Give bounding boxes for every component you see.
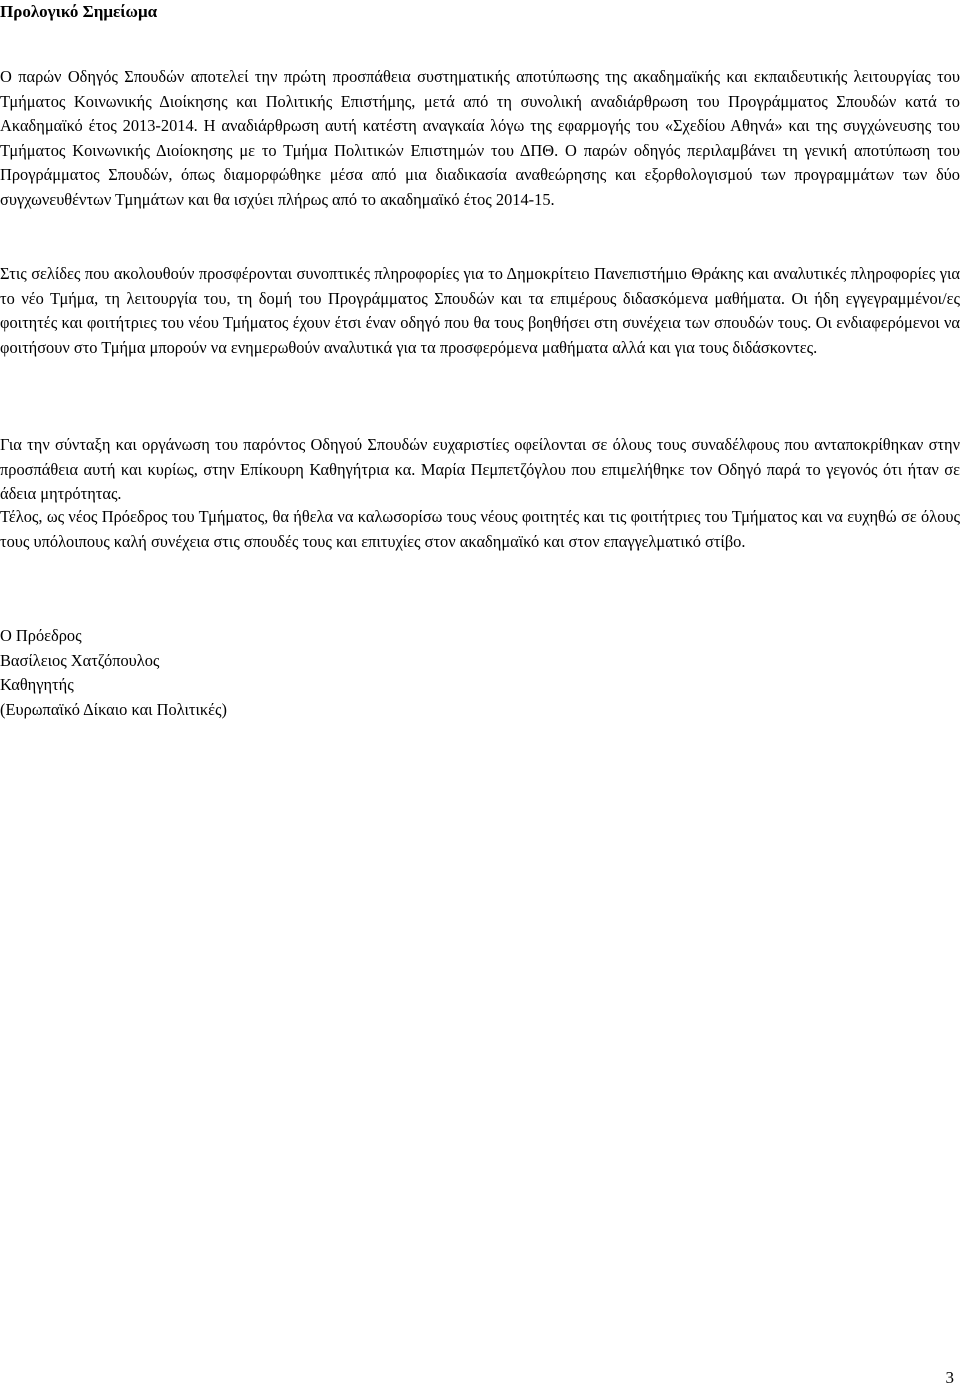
signature-title: Καθηγητής bbox=[0, 675, 74, 695]
paragraph-intro: Ο παρών Οδηγός Σπουδών αποτελεί την πρώτη προσπάθεια συστηματικής αποτύπωσης της ακαδημαϊκής και εκπαιδευτικής λειτουργίας του Τμήματος Κοινωνικής Διοίκησης και Πολιτικής Επιστήμης, μετά από τη συνολική αναδιάρθρωση του Προγράμματος Σπουδών κατά το Ακαδημαϊκό έτος 2013-2014. Η αναδιάρθρωση αυτή κατέστη αναγκαία λόγω της εφαρμογής του «Σχεδίου Αθηνά» και της συγχώνευσης του Τμήματος Κοινωνικής Διοίοκησης με το Τμήμα Πολιτικών Επιστημών του ΔΠΘ. Ο παρών οδηγός περιλαμβάνει τη γενική αποτύπωση του Προγράμματος Σπουδών, όπως διαμορφώθηκε μέσα από μια διαδικασία αναθεώρησης και εξορθολογισμού των προγραμμάτων των δύο συγχωνευθέντων Τμημάτων και θα ισχύει πλήρως από το ακαδημαϊκό έτος 2014-15. bbox=[0, 67, 960, 209]
paragraph-contents: Στις σελίδες που ακολουθούν προσφέρονται συνοπτικές πληροφορίες για το Δημοκρίτειο Πανεπιστήμιο Θράκης και αναλυτικές πληροφορίες για το νέο Τμήμα, τη λειτουργία του, τη δομή του Προγράμματος Σπουδών και τα επιμέρους διδασκόμενα μαθήματα. Οι ήδη εγγεγραμμένοι/ες φοιτητές και φοιτήτριες του νέου Τμήματος έχουν έτσι έναν οδηγό που θα τους βοηθήσει στη συνέχεια των σπουδών τους. Οι ενδιαφερόμενοι να φοιτήσουν στο Τμήμα μπορούν να ενημερωθούν αναλυτικά για τα προσφερόμενα μαθήματα αλλά και για τους διδάσκοντες. bbox=[0, 264, 960, 357]
signature-name: Βασίλειος Χατζόπουλος bbox=[0, 650, 160, 670]
paragraph-acknowledgements: Για την σύνταξη και οργάνωση του παρόντος Οδηγού Σπουδών ευχαριστίες οφείλονται σε όλους τους συναδέλφους που ανταποκρίθηκαν στην προσπάθεια αυτή και κυρίως, στην Επίκουρη Καθηγήτρια κα. Μαρία Πεμπετζόγλου που επιμελήθηκε τον Οδηγό παρά το γεγονός ότι ήταν σε άδεια μητρότητας. bbox=[0, 435, 960, 503]
page-title: Προλογικό Σημείωμα bbox=[0, 2, 158, 21]
signature-field: (Ευρωπαϊκό Δίκαιο και Πολιτικές) bbox=[0, 699, 227, 719]
paragraph-closing: Τέλος, ως νέος Πρόεδρος του Τμήματος, θα ήθελα να καλωσορίσω τους νέους φοιτητές και τις φοιτήτριες του Τμήματος και να ευχηθώ σε όλους τους υπόλοιπους καλή συνέχεια στις σπουδές τους και επιτυχίες στον ακαδημαϊκό και στον επαγγελματικό στίβο. bbox=[0, 507, 960, 551]
signature-block bbox=[0, 624, 227, 722]
page-number: 3 bbox=[945, 1368, 954, 1387]
signature-role: Ο Πρόεδρος bbox=[0, 626, 82, 645]
